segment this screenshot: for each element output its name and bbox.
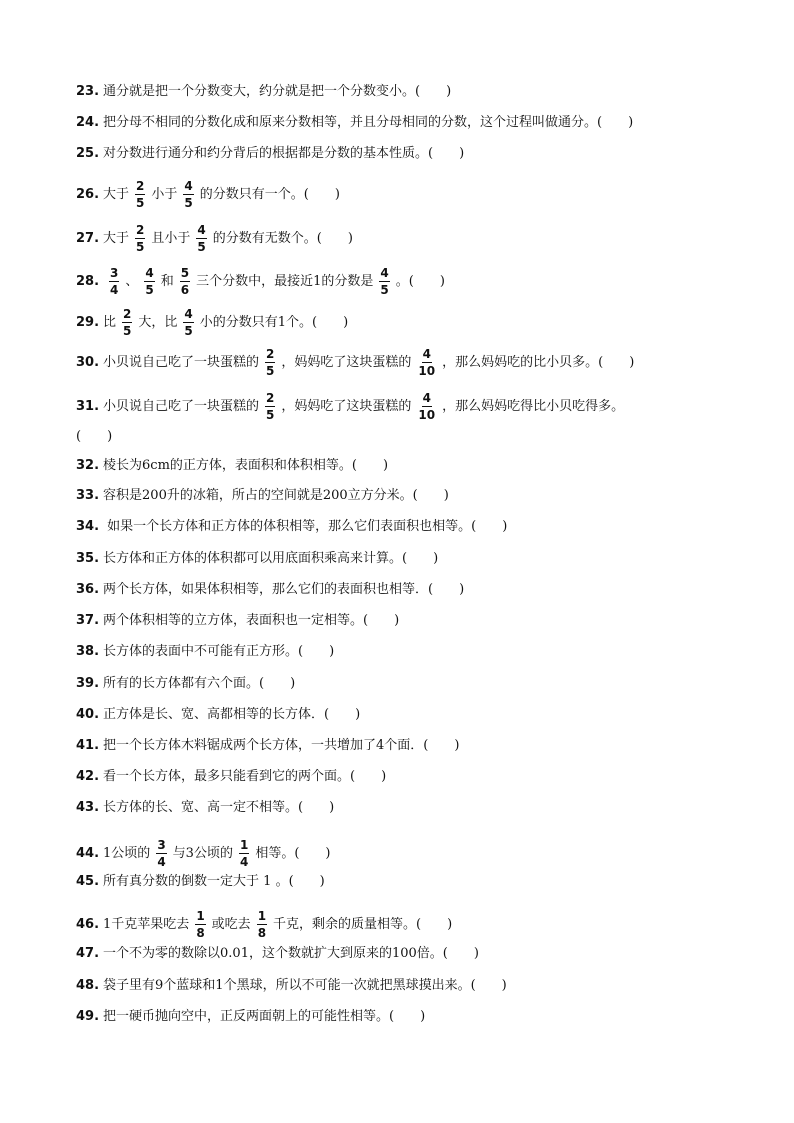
question-number: 45. [76, 874, 100, 889]
question-number: 25. [76, 146, 100, 161]
fraction [135, 179, 145, 210]
question-number: 32. [76, 458, 100, 473]
question-text: ，妈妈吃了这块蛋糕的 [281, 399, 412, 414]
fraction-numerator: 2 [123, 307, 132, 321]
fraction-denominator: 5 [123, 324, 132, 338]
fraction-denominator: 5 [136, 196, 145, 210]
question-number: 37. [76, 613, 100, 628]
question-item [76, 391, 754, 422]
question-number: 36. [76, 582, 100, 597]
question-number: 28. [76, 274, 100, 289]
fraction-numerator: 1 [257, 909, 267, 923]
fraction-denominator: 5 [266, 364, 275, 378]
question-number: 30. [76, 355, 100, 370]
question-number: 27. [76, 231, 100, 246]
question-number: 40. [76, 707, 100, 722]
fraction [379, 266, 389, 297]
question-text: 通分就是把一个分数变大，约分就是把一个分数变小。( ) [103, 84, 452, 99]
question-item [76, 347, 754, 378]
fraction-numerator: 4 [145, 266, 154, 280]
fraction-denominator: 8 [257, 926, 267, 940]
question-number: 42. [76, 769, 100, 784]
question-text: 袋子里有9个蓝球和1个黑球，所以不可能一次就把黑球摸出来。( ) [103, 978, 507, 993]
question-text: 一个不为零的数除以0.01，这个数就扩大到原来的100倍。( ) [103, 946, 479, 961]
question-number: 34. [76, 519, 100, 534]
fraction-numerator: 1 [239, 838, 249, 852]
fraction-denominator: 4 [110, 283, 119, 297]
fraction [257, 909, 267, 940]
question-text: 且小于 [151, 231, 191, 246]
question-number: 39. [76, 676, 100, 691]
question-number: 33. [76, 488, 100, 503]
fraction [144, 266, 154, 297]
fraction-denominator: 5 [266, 408, 275, 422]
question-text: 三个分数中，最接近1的分数是 [196, 274, 374, 289]
fraction [135, 223, 145, 254]
question-number: 23. [76, 84, 100, 99]
question-text: 大于 [103, 231, 130, 246]
question-item [76, 84, 754, 100]
question-text: 容积是200升的冰箱，所占的空间就是200立方分米。( ) [103, 488, 449, 503]
fraction-denominator: 8 [196, 926, 205, 940]
question-text: 比 [103, 315, 117, 330]
question-text: 小贝说自己吃了一块蛋糕的 [103, 355, 260, 370]
fraction [109, 266, 119, 297]
question-text: 、 [125, 274, 139, 289]
question-item [76, 644, 754, 660]
fraction-denominator: 10 [418, 364, 436, 378]
question-text: 小的分数只有1个。( ) [199, 315, 349, 330]
fraction [183, 179, 193, 210]
question-text: 棱长为6cm的正方体，表面积和体积相等。( ) [103, 458, 389, 473]
question-number: 29. [76, 315, 100, 330]
question-text: 1千克苹果吃去 [103, 917, 190, 932]
fraction-denominator: 10 [418, 408, 436, 422]
question-item [76, 488, 754, 504]
fraction [156, 838, 166, 869]
fraction-numerator: 5 [180, 266, 190, 280]
fraction-denominator: 4 [157, 855, 166, 869]
fraction-numerator: 4 [184, 179, 193, 193]
question-text: 大于 [103, 187, 130, 202]
question-item [76, 874, 754, 890]
question-number: 38. [76, 644, 100, 659]
question-text: 和 [160, 274, 174, 289]
fraction-denominator: 5 [380, 283, 389, 297]
question-item [76, 800, 754, 816]
question-text: 看一个长方体，最多只能看到它的两个面。( ) [103, 769, 387, 784]
fraction [180, 266, 190, 297]
question-text: 小于 [151, 187, 178, 202]
fraction-numerator: 3 [157, 838, 166, 852]
question-text: 长方体的长、宽、高一定不相等。( ) [103, 800, 335, 815]
fraction-numerator: 4 [184, 307, 193, 321]
fraction-denominator: 5 [184, 196, 193, 210]
question-text: ( ) [76, 429, 113, 444]
question-text: 。( ) [395, 274, 445, 289]
question-text: 把一硬币抛向空中，正反两面朝上的可能性相等。( ) [103, 1009, 426, 1024]
fraction-denominator: 5 [197, 240, 206, 254]
question-number: 46. [76, 917, 100, 932]
question-item [76, 676, 754, 692]
question-text: 正方体是长、宽、高都相等的长方体．( ) [103, 707, 361, 722]
question-text: 小贝说自己吃了一块蛋糕的 [103, 399, 260, 414]
question-item [76, 769, 754, 785]
fraction [239, 838, 249, 869]
question-number: 35. [76, 551, 100, 566]
fraction-denominator: 6 [180, 283, 190, 297]
fraction-numerator: 1 [196, 909, 205, 923]
question-text: 或吃去 [211, 917, 251, 932]
question-item [76, 946, 754, 962]
fraction-numerator: 4 [422, 391, 431, 405]
question-text: 的分数有无数个。( ) [212, 231, 353, 246]
question-item [76, 582, 754, 598]
question-item [76, 738, 754, 754]
question-item [76, 909, 754, 940]
question-text: ，那么妈妈吃得比小贝吃得多。 [442, 399, 625, 414]
fraction-numerator: 2 [136, 223, 145, 237]
question-text: ，妈妈吃了这块蛋糕的 [281, 355, 412, 370]
fraction-denominator: 5 [136, 240, 145, 254]
question-text: 把分母不相同的分数化成和原来分数相等，并且分母相同的分数，这个过程叫做通分。( ) [103, 115, 634, 130]
question-item [76, 307, 754, 338]
question-text: 所有的长方体都有六个面。( ) [103, 676, 296, 691]
fraction-numerator: 2 [266, 391, 275, 405]
fraction-numerator: 4 [380, 266, 389, 280]
question-text: 两个体积相等的立方体，表面积也一定相等。( ) [103, 613, 400, 628]
question-item [76, 1009, 754, 1025]
question-text: ，那么妈妈吃的比小贝多。( ) [442, 355, 635, 370]
question-item [76, 551, 754, 567]
question-text: 千克，剩余的质量相等。( ) [273, 917, 453, 932]
question-item [76, 519, 754, 535]
question-text: 对分数进行通分和约分背后的根据都是分数的基本性质。( ) [103, 146, 465, 161]
question-item [76, 613, 754, 629]
question-number: 26. [76, 187, 100, 202]
question-text: 长方体和正方体的体积都可以用底面积乘高来计算。( ) [103, 551, 439, 566]
question-item [76, 146, 754, 162]
question-text: 1公顷的 [103, 846, 151, 861]
question-text: 相等。( ) [255, 846, 331, 861]
question-number: 41. [76, 738, 100, 753]
fraction-denominator: 4 [239, 855, 249, 869]
fraction [417, 391, 436, 422]
question-item [76, 266, 754, 297]
question-item [76, 223, 754, 254]
fraction [265, 347, 275, 378]
question-number: 43. [76, 800, 100, 815]
question-text: 与3公顷的 [172, 846, 233, 861]
fraction [196, 223, 206, 254]
question-text: 的分数只有一个。( ) [199, 187, 340, 202]
fraction-numerator: 4 [422, 347, 431, 361]
question-number: 48. [76, 978, 100, 993]
question-text: 把一个长方体木料锯成两个长方体，一共增加了4个面．( ) [103, 738, 460, 753]
fraction [183, 307, 193, 338]
fraction-denominator: 5 [184, 324, 193, 338]
question-item [76, 429, 754, 445]
fraction-numerator: 4 [197, 223, 206, 237]
fraction [122, 307, 132, 338]
question-number: 44. [76, 846, 100, 861]
question-item [76, 838, 754, 869]
question-number: 31. [76, 399, 100, 414]
question-text: 如果一个长方体和正方体的体积相等，那么它们表面积也相等。( ) [103, 519, 508, 534]
question-item [76, 115, 754, 131]
question-item [76, 978, 754, 994]
question-text: 长方体的表面中不可能有正方形。( ) [103, 644, 335, 659]
question-text: 大，比 [138, 315, 178, 330]
fraction-denominator: 5 [145, 283, 154, 297]
question-item [76, 458, 754, 474]
question-item [76, 707, 754, 723]
fraction [417, 347, 436, 378]
question-number: 47. [76, 946, 100, 961]
fraction [195, 909, 205, 940]
fraction-numerator: 3 [110, 266, 119, 280]
fraction-numerator: 2 [136, 179, 145, 193]
question-item [76, 179, 754, 210]
question-number: 24. [76, 115, 100, 130]
fraction-numerator: 2 [266, 347, 275, 361]
question-text: 两个长方体，如果体积相等，那么它们的表面积也相等．( ) [103, 582, 465, 597]
question-number: 49. [76, 1009, 100, 1024]
fraction [265, 391, 275, 422]
question-text: 所有真分数的倒数一定大于 1 。( ) [103, 874, 325, 889]
